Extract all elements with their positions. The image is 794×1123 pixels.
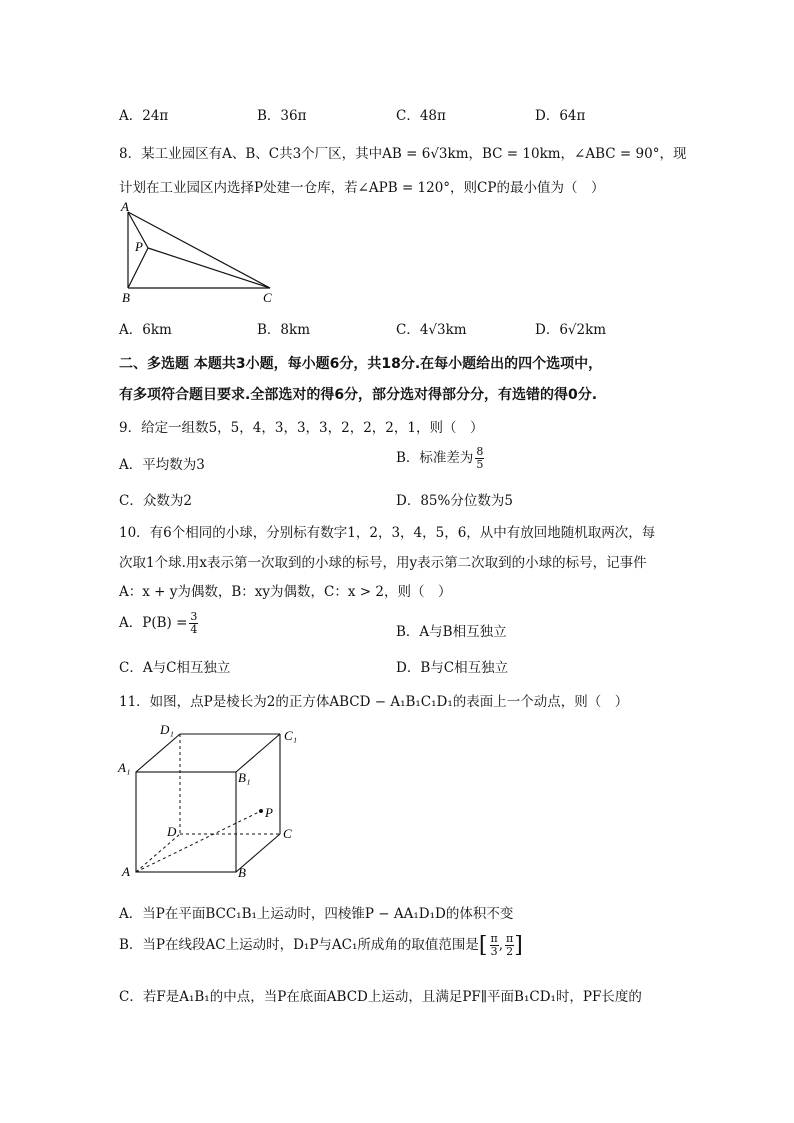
- q11-cube-figure: [112, 720, 312, 885]
- q11-range-lower-numerator: π: [490, 932, 498, 945]
- q11-label-d: D: [167, 824, 177, 839]
- q8-edge-pc: [148, 248, 270, 288]
- q8-label-a: A: [121, 199, 129, 214]
- q8-triangle-figure: [112, 196, 292, 306]
- q9-option-b: [396, 446, 484, 471]
- q11-range-upper: [505, 933, 514, 958]
- q11-label-a: A: [122, 864, 130, 879]
- q10-fraction-numerator: 3: [190, 610, 198, 623]
- q10-option-a: [119, 611, 198, 636]
- q11-range-upper-denominator: 2: [506, 945, 514, 958]
- q10-stem-line2: 次取1个球.用x表示第一次取到的小球的标号，用y表示第二次取到的小球的标号，记事件: [119, 555, 647, 571]
- q11-option-b-label: B．当P在线段AC上运动时，D₁P与AC₁所成角的取值范围是: [119, 937, 479, 953]
- q7-option-d: D．64π: [535, 108, 586, 124]
- q7-option-c: C．48π: [396, 108, 446, 124]
- q10-option-d: D．B与C相互独立: [396, 660, 509, 676]
- q11-hidden-segment-ap: [136, 811, 261, 872]
- q7-option-a: A．24π: [119, 108, 169, 124]
- section2-header-line1: 二、多选题 本题共3小题，每小题6分，共18分.在每小题给出的四个选项中，: [119, 356, 603, 372]
- q11-edge-b1c1: [236, 734, 280, 772]
- q9-option-b-label: B．标准差为: [396, 450, 474, 466]
- q8-option-a: A．6km: [119, 322, 172, 338]
- q8-label-b: B: [122, 290, 130, 305]
- q8-edge-bp: [128, 248, 148, 288]
- q10-option-a-fraction: [189, 611, 198, 636]
- q9-fraction-numerator: 8: [476, 445, 484, 458]
- q11-range-right-bracket: ]: [514, 932, 523, 958]
- q11-stem: 11．如图，点P是棱长为2的正方体ABCD − A₁B₁C₁D₁的表面上一个动点，则（ ）: [119, 694, 629, 710]
- q8-option-d: D．6√2km: [535, 322, 607, 338]
- q11-label-c: C: [283, 826, 292, 841]
- q11-range-lower: [490, 933, 499, 958]
- q11-label-b1: B₁: [238, 770, 251, 785]
- q11-range-upper-numerator: π: [506, 932, 514, 945]
- q9-stem: 9．给定一组数5，5，4，3，3，3，2，2，2，1，则（ ）: [119, 420, 484, 436]
- q8-label-c: C: [263, 290, 272, 305]
- q8-edge-ac: [128, 212, 270, 288]
- q10-option-a-label: A．P(B) =: [119, 615, 188, 631]
- q7-option-b: B．36π: [257, 108, 307, 124]
- q9-option-b-fraction: [475, 446, 484, 471]
- q9-option-a: A．平均数为3: [119, 457, 205, 473]
- q11-range-separator: ,: [498, 937, 504, 953]
- q8-stem-line2: 计划在工业园区内选择P处建一仓库，若∠APB = 120°，则CP的最小值为（ ）: [119, 180, 605, 196]
- q11-label-c1: C₁: [284, 728, 298, 743]
- q11-front-face: [136, 772, 236, 872]
- q11-option-a: A．当P在平面BCC₁B₁上运动时，四棱锥P − AA₁D₁D的体积不变: [119, 906, 514, 922]
- q10-stem-line3: A：x + y为偶数，B：xy为偶数，C：x > 2，则（ ）: [119, 584, 452, 600]
- q11-label-a1: A₁: [118, 760, 131, 775]
- q9-option-c: C．众数为2: [119, 493, 192, 509]
- q11-label-p: P: [265, 805, 273, 820]
- q8-label-p: P: [135, 239, 143, 254]
- q8-option-c: C．4√3km: [396, 322, 467, 338]
- q8-stem-line1: 8．某工业园区有A、B、C共3个厂区，其中AB = 6√3km，BC = 10km，∠ABC = 90°，现: [119, 146, 687, 162]
- q10-option-b: B．A与B相互独立: [396, 624, 507, 640]
- q11-point-p: [259, 809, 263, 813]
- q8-option-b: B．8km: [257, 322, 310, 338]
- q10-stem-line1: 10．有6个相同的小球，分别标有数字1，2，3，4，5，6，从中有放回地随机取两次，每: [119, 525, 656, 541]
- q11-range-lower-denominator: 3: [490, 945, 498, 958]
- q9-fraction-denominator: 5: [476, 458, 484, 471]
- q10-fraction-denominator: 4: [190, 623, 198, 636]
- q11-range-left-bracket: [: [478, 932, 488, 958]
- q11-hidden-edge-ad: [136, 834, 180, 872]
- q11-label-b: B: [238, 865, 246, 880]
- q11-option-c: C．若F是A₁B₁的中点，当P在底面ABCD上运动，且满足PF∥平面B₁CD₁时，PF长度的: [119, 989, 642, 1005]
- q11-option-b: [119, 933, 523, 958]
- q10-option-c: C．A与C相互独立: [119, 660, 231, 676]
- q11-label-d1: D₁: [160, 722, 174, 737]
- q11-edge-a1d1: [136, 734, 180, 772]
- section2-header-line2: 有多项符合题目要求.全部选对的得6分，部分选对得部分分，有选错的得0分.: [119, 387, 598, 403]
- q9-option-d: D．85%分位数为5: [396, 493, 513, 509]
